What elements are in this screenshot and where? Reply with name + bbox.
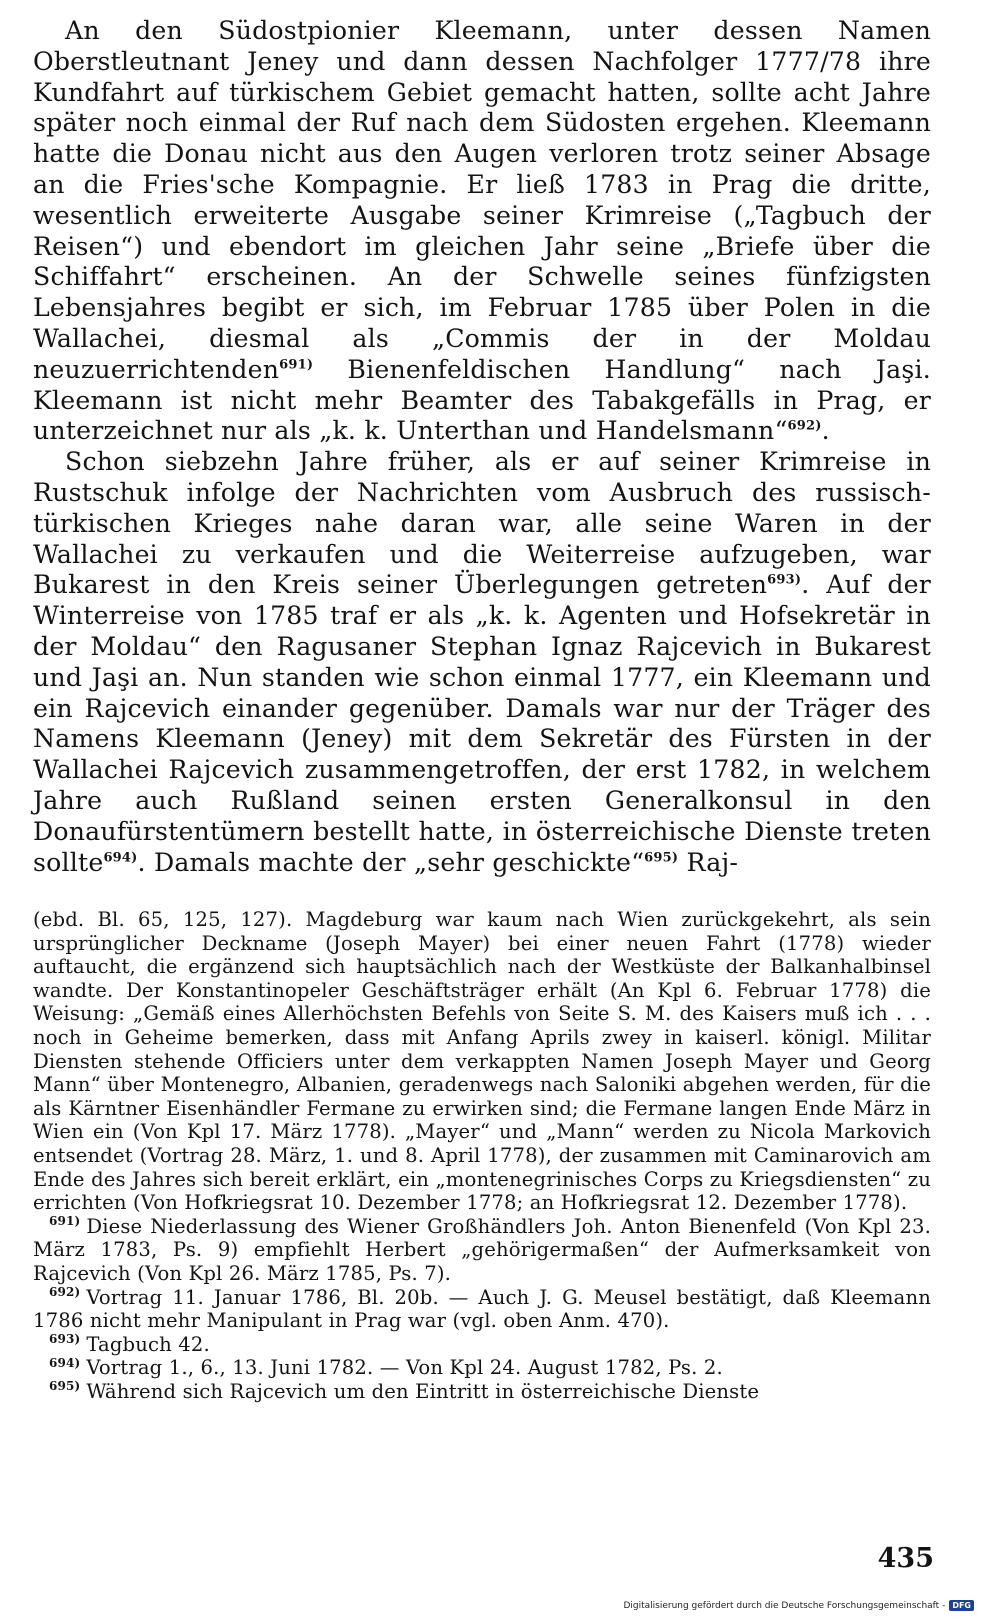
- footnote-number: 692): [49, 1284, 81, 1299]
- footnote-ref[interactable]: 693): [767, 572, 802, 588]
- footnote-continuation: (ebd. Bl. 65, 125, 127). Magdeburg war kaum nach Wien zurückgekehrt, als sein ursprünglicher Deckname (Joseph Mayer) bei einer neuen Fahrt (1778) wieder auftaucht, die ergänzend sich hauptsächlich nach der Westküste der Balkanhalbinsel wandte. Der Konstantinopeler Geschäftsträger erhält (An Kpl 6. Februar 1778) die Weisung: „Gemäß eines Allerhöchsten Befehls von Seite S. M. des Kaisers muß ich . . . noch in Geheime bemerken, dass mit Anfang Aprils zwey in kaiserl. königl. Militar Diensten stehende Officiers unter dem verkappten Namen Joseph Mayer und Georg Mann“ über Montenegro, Albanien, geradenwegs nach Saloniki abgehen werden, für die als Kärntner Eisenhändler Fermane zu erwirken sind; die Fermane langen Ende März in Wien ein (Von Kpl 17. März 1778). „Mayer“ und „Mann“ werden zu Nicola Markovich entsendet (Vortrag 28. März, 1. und 8. April 1778), der zusammen mit Caminarovich am Ende des Jahres sich bereit erklärt, ein „montenegrinisches Corps zu Kriegsdiensten“ zu errichten (Von Hofkriegsrat 10. Dezember 1778; an Hofkriegsrat 12. Dezember 1778).: [33, 908, 931, 1215]
- paragraph-text: .: [821, 416, 830, 446]
- paragraph-text: Bienenfeldischen Handlung“ nach Jaşi. Kleemann ist nicht mehr Beamter des Tabakgefälls in Prag, er unterzeichnet nur als „k. k. Unterthan und Handelsmann“: [33, 354, 931, 446]
- footnote-number: 694): [49, 1355, 81, 1370]
- footnote-693: [33, 1333, 931, 1357]
- footnote-text: Vortrag 11. Januar 1786, Bl. 20b. — Auch J. G. Meusel bestätigt, daß Kleemann 1786 nicht mehr Manipulant in Prag war (vgl. oben Anm. 470).: [33, 1285, 931, 1333]
- footnote-695: [33, 1380, 931, 1404]
- footnote-text: Vortrag 1., 6., 13. Juni 1782. — Von Kpl 24. August 1782, Ps. 2.: [86, 1356, 723, 1380]
- paragraph-text: . Auf der Winterreise von 1785 traf er als „k. k. Agenten und Hofsekretär in der Moldau“ den Ragusaner Stephan Ignaz Rajcevich in Bukarest und Jaşi an. Nun standen wie schon einmal 1777, ein Kleemann und ein Rajcevich einander gegenüber. Damals war nur der Träger des Namens Kleemann (Jeney) mit dem Sekretär des Fürsten in der Wallachei Rajcevich zusammengetroffen, der erst 1782, in welchem Jahre auch Rußland seinen ersten Generalkonsul in den Donaufürstentümern bestellt hatte, in österreichische Dienste treten sollte: [33, 570, 932, 877]
- digitization-footer: [623, 1600, 974, 1611]
- paragraph-text: An den Südostpionier Kleemann, unter dessen Namen Oberstleutnant Jeney und dann dessen Nachfolger 1777/78 ihre Kundfahrt auf türkischem Gebiet gemacht hatten, sollte acht Jahre später noch einmal der Ruf nach dem Südosten ergehen. Kleemann hatte die Donau nicht aus den Augen verloren trotz seiner Absage an die Fries'sche Kompagnie. Er ließ 1783 in Prag die dritte, wesentlich erweiterte Ausgabe seiner Krimreise („Tagbuch der Reisen“) und ebendort im gleichen Jahr seine „Briefe über die Schiffahrt“ erscheinen. An der Schwelle seines fünfzigsten Lebensjahres begibt er sich, im Februar 1785 über Polen in die Wallachei, diesmal als „Commis der in der Moldau neuzuerrichtenden: [33, 16, 931, 384]
- paragraph-text: . Damals machte der „sehr geschickte“: [137, 847, 645, 877]
- footnote-ref[interactable]: 695): [644, 850, 679, 866]
- footnote-number: 693): [49, 1332, 81, 1347]
- footnote-text: Tagbuch 42.: [86, 1332, 210, 1356]
- footnote-694: [33, 1356, 931, 1380]
- footnote-text: Diese Niederlassung des Wiener Großhändlers Joh. Anton Bienenfeld (Von Kpl 23. März 1783, Ps. 9) empfiehlt Herbert „gehörigermaßen“ der Aufmerksamkeit von Rajcevich (Von Kpl 26. März 1785, Ps. 7).: [33, 1214, 931, 1285]
- page-number: 435: [877, 1543, 934, 1574]
- footnote-ref[interactable]: 694): [103, 850, 138, 866]
- main-text: [33, 16, 931, 878]
- dfg-logo-icon: DFG: [949, 1600, 974, 1611]
- footnote-number: 691): [49, 1214, 81, 1229]
- footer-text: Digitalisierung gefördert durch die Deutsche Forschungsgemeinschaft -: [623, 1600, 946, 1611]
- footnote-691: [33, 1215, 931, 1286]
- footnotes: [33, 908, 931, 1403]
- footnote-ref[interactable]: 691): [279, 357, 314, 373]
- paragraph-text: Raj-: [678, 847, 739, 877]
- paragraph-text: Schon siebzehn Jahre früher, als er auf seiner Krimreise in Rustschuk infolge der Nachrichten vom Ausbruch des russisch-türkischen Krieges nahe daran war, alle seine Waren in der Wallachei zu verkaufen und die Weiterreise aufzugeben, war Bukarest in den Kreis seiner Überlegungen getreten: [33, 447, 931, 600]
- footnote-ref[interactable]: 692): [787, 418, 822, 434]
- footnote-692: [33, 1286, 931, 1333]
- paragraph: [33, 447, 931, 878]
- footnote-text: Während sich Rajcevich um den Eintritt in österreichische Dienste: [86, 1379, 760, 1403]
- footnote-number: 695): [49, 1379, 81, 1394]
- paragraph: [33, 16, 931, 447]
